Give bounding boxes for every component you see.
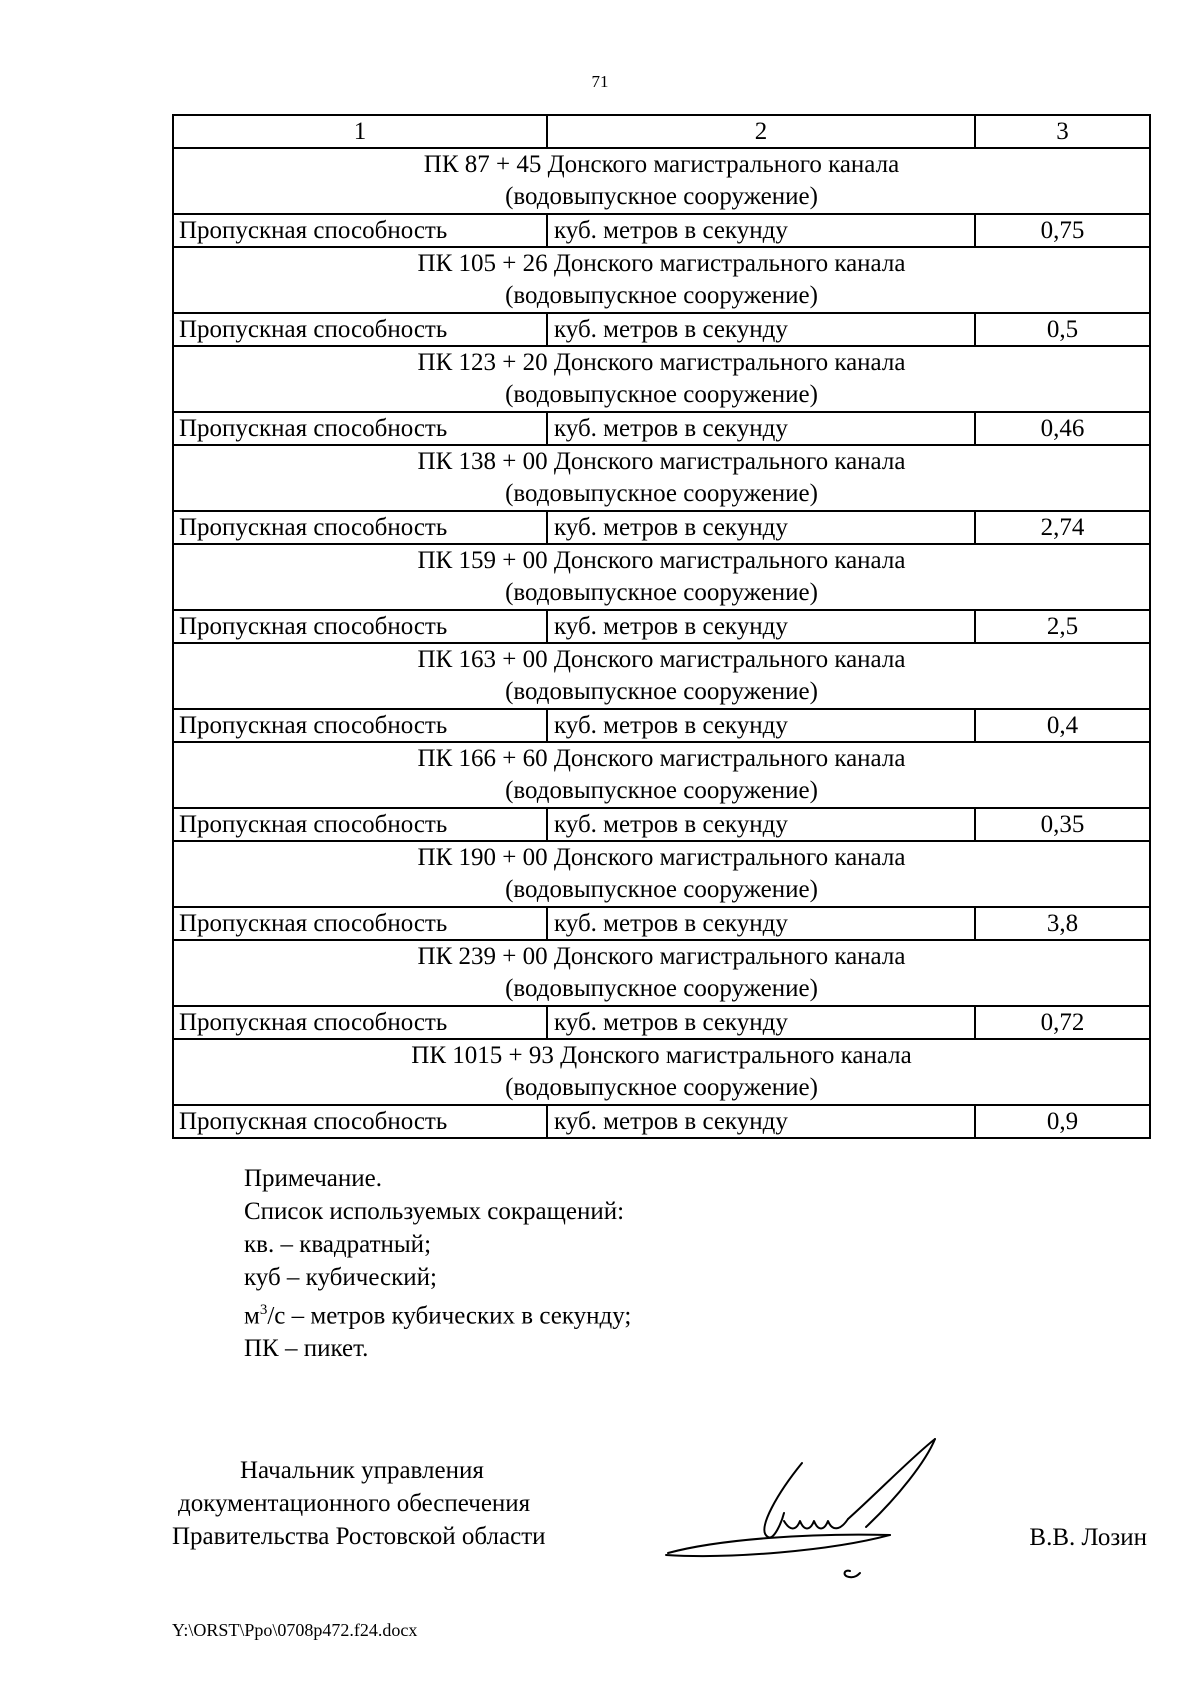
unit-cell: куб. метров в секунду [547, 412, 975, 445]
column-header-3: 3 [975, 115, 1150, 148]
unit-cell: куб. метров в секунду [547, 214, 975, 247]
column-header-2: 2 [547, 115, 975, 148]
section-heading-row [173, 544, 1150, 610]
section-title: ПК 138 + 00 Донского магистрального канала [417, 448, 906, 475]
section-heading [173, 643, 1150, 709]
abbreviation-superscript: 3 [259, 1302, 268, 1318]
section-title: ПК 166 + 60 Донского магистрального канала [417, 745, 906, 772]
abbreviation-item: ПК – пикет. [244, 1335, 369, 1363]
section-heading-row [173, 148, 1150, 214]
section-heading-row [173, 643, 1150, 709]
position-line: Правительства Ростовской области [172, 1523, 546, 1550]
unit-cell: куб. метров в секунду [547, 808, 975, 841]
unit-cell: куб. метров в секунду [547, 511, 975, 544]
section-subtitle: (водовыпускное сооружение) [505, 579, 818, 606]
section-title: ПК 1015 + 93 Донского магистрального канала [411, 1042, 912, 1069]
unit-cell: куб. метров в секунду [547, 709, 975, 742]
section-heading [173, 742, 1150, 808]
section-heading [173, 148, 1150, 214]
parameter-cell: Пропускная способность [173, 709, 547, 742]
parameter-cell: Пропускная способность [173, 1105, 547, 1138]
parameter-cell: Пропускная способность [173, 313, 547, 346]
section-heading-row [173, 841, 1150, 907]
value-cell: 0,4 [975, 709, 1150, 742]
section-subtitle: (водовыпускное сооружение) [505, 480, 818, 507]
section-subtitle: (водовыпускное сооружение) [505, 381, 818, 408]
section-subtitle: (водовыпускное сооружение) [505, 777, 818, 804]
parameter-cell: Пропускная способность [173, 1006, 547, 1039]
section-title: ПК 159 + 00 Донского магистрального канала [417, 547, 906, 574]
section-title: ПК 105 + 26 Донского магистрального канала [417, 250, 906, 277]
unit-cell: куб. метров в секунду [547, 313, 975, 346]
table-row [173, 610, 1150, 643]
section-heading [173, 445, 1150, 511]
section-heading-row [173, 940, 1150, 1006]
notes-block [244, 1162, 631, 1365]
table-row [173, 511, 1150, 544]
section-heading-row [173, 742, 1150, 808]
parameter-cell: Пропускная способность [173, 511, 547, 544]
section-title: ПК 190 + 00 Донского магистрального канала [417, 844, 906, 871]
table-row [173, 709, 1150, 742]
abbreviation-item [244, 1294, 631, 1332]
abbreviation-item: кв. – квадратный; [244, 1231, 432, 1258]
table-row [173, 214, 1150, 247]
unit-cell: куб. метров в секунду [547, 1105, 975, 1138]
abbreviation-text: /с – метров кубических в секунду; [267, 1302, 632, 1330]
table-row [173, 808, 1150, 841]
section-heading-row [173, 1039, 1150, 1105]
section-heading-row [173, 247, 1150, 313]
column-header-1: 1 [173, 115, 547, 148]
section-heading [173, 841, 1150, 907]
value-cell: 3,8 [975, 907, 1150, 940]
section-subtitle: (водовыпускное сооружение) [505, 975, 818, 1002]
page-number: 71 [591, 72, 609, 91]
capacity-table [172, 114, 1151, 1139]
table-row [173, 1105, 1150, 1138]
section-heading [173, 1039, 1150, 1105]
value-cell: 0,9 [975, 1105, 1150, 1138]
unit-cell: куб. метров в секунду [547, 1006, 975, 1039]
position-line: Начальник управления [240, 1457, 484, 1484]
table-row [173, 907, 1150, 940]
signer-position [172, 1454, 642, 1553]
value-cell: 2,5 [975, 610, 1150, 643]
notes-heading: Примечание. [244, 1165, 383, 1192]
section-title: ПК 123 + 20 Донского магистрального канала [417, 349, 906, 376]
value-cell: 2,74 [975, 511, 1150, 544]
position-line: документационного обеспечения [178, 1490, 531, 1517]
table-header-row [173, 115, 1150, 148]
abbreviation-unit: м [244, 1302, 260, 1330]
section-heading [173, 247, 1150, 313]
value-cell: 0,5 [975, 313, 1150, 346]
value-cell: 0,75 [975, 214, 1150, 247]
section-heading [173, 346, 1150, 412]
table-row [173, 412, 1150, 445]
section-title: ПК 239 + 00 Донского магистрального канала [417, 943, 906, 970]
value-cell: 0,46 [975, 412, 1150, 445]
section-subtitle: (водовыпускное сооружение) [505, 183, 818, 210]
table-row [173, 1006, 1150, 1039]
parameter-cell: Пропускная способность [173, 610, 547, 643]
section-subtitle: (водовыпускное сооружение) [505, 678, 818, 705]
abbreviations-title: Список используемых сокращений: [244, 1198, 625, 1225]
section-heading [173, 544, 1150, 610]
parameter-cell: Пропускная способность [173, 214, 547, 247]
parameter-cell: Пропускная способность [173, 907, 547, 940]
value-cell: 0,35 [975, 808, 1150, 841]
unit-cell: куб. метров в секунду [547, 610, 975, 643]
signer-name: В.В. Лозин [1029, 1524, 1147, 1551]
file-path: Y:\ORST\Ppo\0708p472.f24.docx [172, 1620, 418, 1640]
value-cell: 0,72 [975, 1006, 1150, 1039]
section-subtitle: (водовыпускное сооружение) [505, 876, 818, 903]
table-row [173, 313, 1150, 346]
abbreviation-item: куб – кубический; [244, 1264, 437, 1291]
section-heading-row [173, 445, 1150, 511]
parameter-cell: Пропускная способность [173, 808, 547, 841]
section-subtitle: (водовыпускное сооружение) [505, 1074, 818, 1101]
section-heading [173, 940, 1150, 1006]
section-title: ПК 87 + 45 Донского магистрального канала [423, 151, 900, 178]
handwritten-signature [650, 1435, 980, 1595]
parameter-cell: Пропускная способность [173, 412, 547, 445]
section-title: ПК 163 + 00 Донского магистрального канала [417, 646, 906, 673]
section-heading-row [173, 346, 1150, 412]
unit-cell: куб. метров в секунду [547, 907, 975, 940]
section-subtitle: (водовыпускное сооружение) [505, 282, 818, 309]
